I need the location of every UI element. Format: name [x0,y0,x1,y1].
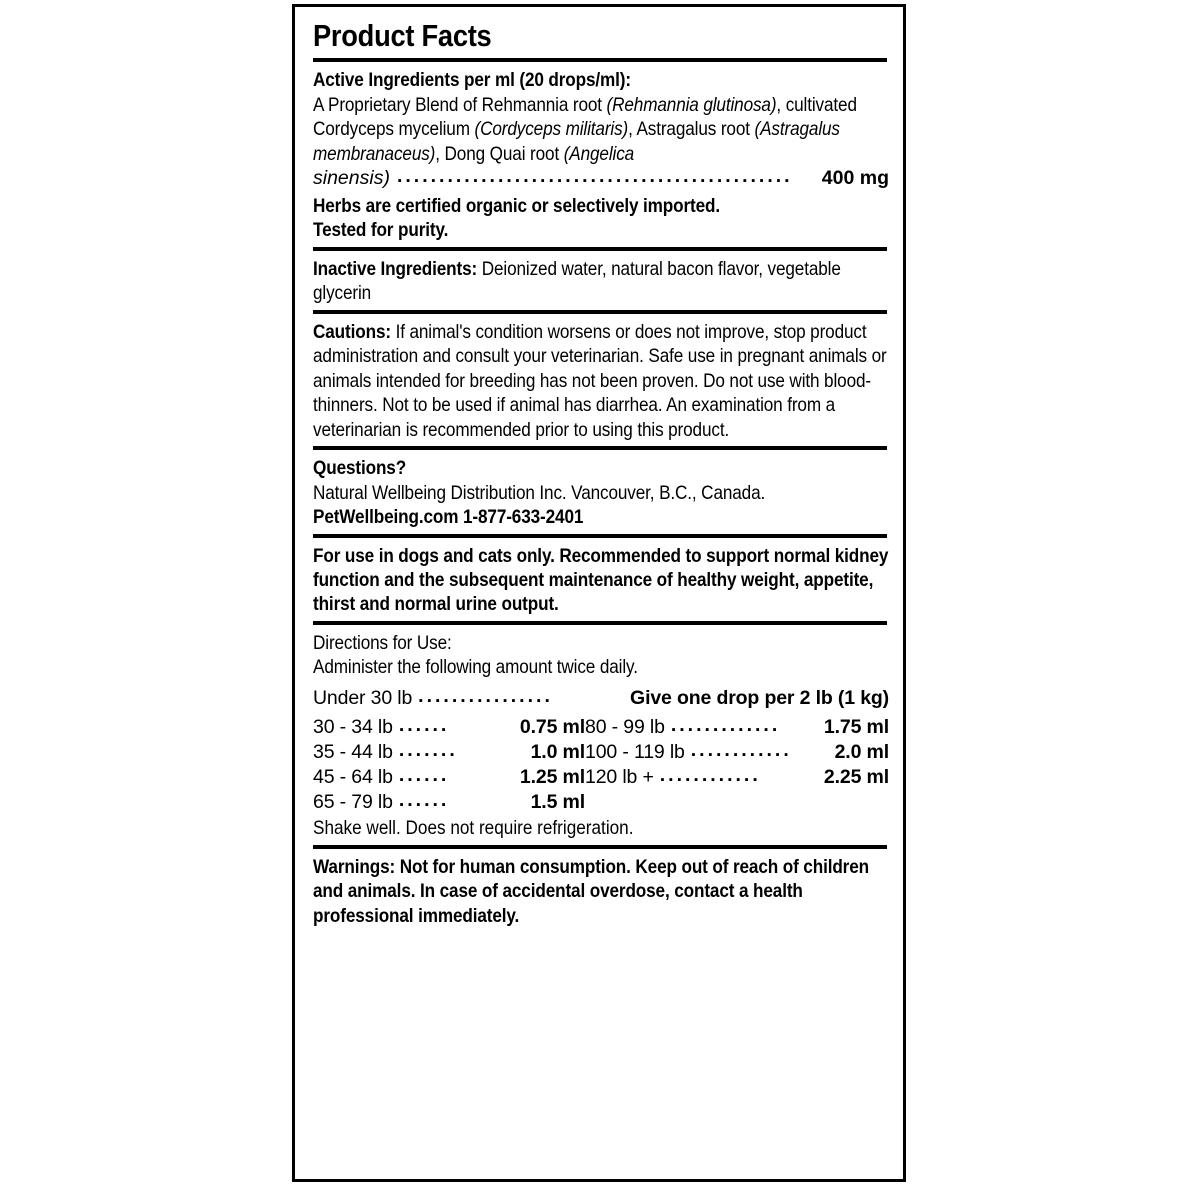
dose-weight: 35 - 44 lb [313,741,393,764]
company-name: Natural Wellbeing Distribution Inc. Vancouver, B.C., Canada. [313,481,766,504]
dose-weight: 45 - 64 lb [313,766,393,789]
leader-dots: ............ [690,739,792,762]
directions-footer-wrap [313,816,889,841]
directions-heading: Directions for Use: [313,631,452,654]
contact-info: PetWellbeing.com 1-877-633-2401 [313,506,584,529]
purity-note-line1: Herbs are certified organic or selectively imported. [313,194,721,217]
table-row [313,790,585,815]
dose-row-right-2 [585,765,889,790]
leader-dots: ............ [659,764,761,787]
divider-questions [313,446,887,450]
questions-heading: Questions? [313,457,407,480]
inactive-ingredients-text-wrap [313,257,889,306]
dose-row-right-1 [585,740,889,765]
use-statement-section [313,544,889,617]
dose-row-under30 [313,686,889,711]
divider-inactive [313,247,887,251]
purity-note-line2-wrap [313,218,889,242]
leader-dots: ...... [398,714,450,737]
ai-part-7: (Angelica [563,142,635,165]
ai-amount: 400 mg [821,167,889,190]
dosing-table [313,715,889,815]
table-row [313,740,585,765]
table-row [313,715,585,740]
ai-part-3: (Cordyceps militaris) [474,118,629,141]
ai-part-4: , Astragalus root [628,118,755,141]
leader-dots: ................ [418,684,553,707]
dose-amount: 2.0 ml [834,741,889,764]
directions-subheading: Administer the following amount twice daily. [313,656,638,679]
page-title [313,19,889,52]
active-ingredients-heading-wrap [313,68,889,92]
contact-line-wrap [313,505,889,529]
dose-row-left-0 [313,715,585,740]
ai-part-2: , cultivated Cordyceps mycelium [313,93,857,141]
dose-weight: 30 - 34 lb [313,716,393,739]
directions-footer: Shake well. Does not require refrigeration. [313,817,634,840]
ai-part-1: (Rehmannia glutinosa) [606,93,777,116]
cautions-heading: Cautions: [313,320,391,343]
active-ingredients-section [313,68,889,242]
dose-amount: 1.75 ml [823,716,889,739]
active-ingredients-body-wrap [313,93,889,166]
directions-heading-wrap [313,631,889,655]
active-ingredients-body [313,93,889,166]
table-row [313,765,585,790]
cautions-text: If animal's condition worsens or does not improve, stop product administration and consult your veterinarian. Safe use in pregnant animals or animals intended for breeding has not been proven. Do not use with blood-thinners. Not to be used if animal has diarrhea. An examination from a veterinarian is recommended prior to using this product. [313,320,887,441]
directions-subheading-wrap [313,655,889,679]
table-row [585,715,889,740]
dose-weight: 65 - 79 lb [313,791,393,814]
dose-amount-under30: Give one drop per 2 lb (1 kg) [630,686,889,709]
questions-section [313,456,889,529]
table-cell-empty [585,790,889,815]
dose-row-left-2 [313,765,585,790]
product-facts-panel [292,4,906,1182]
dose-row-left-3 [313,790,585,815]
divider-directions [313,621,887,625]
purity-note-line1-wrap [313,194,889,218]
directions-section [313,631,889,841]
dose-weight: 120 lb + [585,766,654,789]
inactive-ingredients-section [313,257,889,306]
divider-use-statement [313,534,887,538]
table-row [585,740,889,765]
use-statement: For use in dogs and cats only. Recommended to support normal kidney function and the subsequent maintenance of healthy weight, appetite, thirst and normal urine output. [313,544,889,616]
ai-part-5: (Astragalus membranaceus) [313,118,840,165]
company-line-wrap [313,481,889,505]
divider-warnings [313,845,887,849]
dose-amount: 0.75 ml [519,716,585,739]
cautions-text-wrap [313,320,889,442]
ai-part-0: A Proprietary Blend of Rehmannia root [313,93,607,116]
table-row [585,765,889,790]
product-facts-title: Product Facts [313,18,492,53]
divider-title [313,58,887,62]
cautions-section [313,320,889,442]
dose-row-right-0 [585,715,889,740]
dose-amount: 1.5 ml [530,791,585,814]
active-ingredients-heading: Active Ingredients per ml (20 drops/ml): [313,69,631,92]
warnings-heading: Warnings: [313,856,396,878]
dose-amount: 2.25 ml [823,766,889,789]
leader-dots: ...... [398,789,450,812]
inactive-ingredients-text: Deionized water, natural bacon flavor, vegetable glycerin [313,257,841,305]
warnings-text: Not for human consumption. Keep out of reach of children and animals. In case of accidental overdose, contact a health professional immediately. [313,856,869,927]
inactive-ingredients-heading: Inactive Ingredients: [313,257,478,280]
leader-dots: ....... [398,739,458,762]
dose-weight: 80 - 99 lb [585,716,665,739]
purity-note-line2: Tested for purity. [313,219,449,242]
leader-dots: ...... [398,764,450,787]
questions-heading-wrap [313,456,889,480]
leader-dots: ............. [670,714,781,737]
dose-row-left-1 [313,740,585,765]
dose-amount: 1.0 ml [530,741,585,764]
active-ingredient-amount-row [313,166,889,191]
ai-species-tail: sinensis) [313,167,390,190]
ai-part-6: , Dong Quai root [435,142,564,165]
divider-cautions [313,310,887,314]
warnings-section [313,855,889,928]
warnings-text-wrap [313,855,889,928]
dose-amount: 1.25 ml [519,766,585,789]
leader-dots: ............................................... [396,165,793,188]
dose-weight: 100 - 119 lb [585,741,685,764]
dose-weight-under30: Under 30 lb [313,686,413,709]
